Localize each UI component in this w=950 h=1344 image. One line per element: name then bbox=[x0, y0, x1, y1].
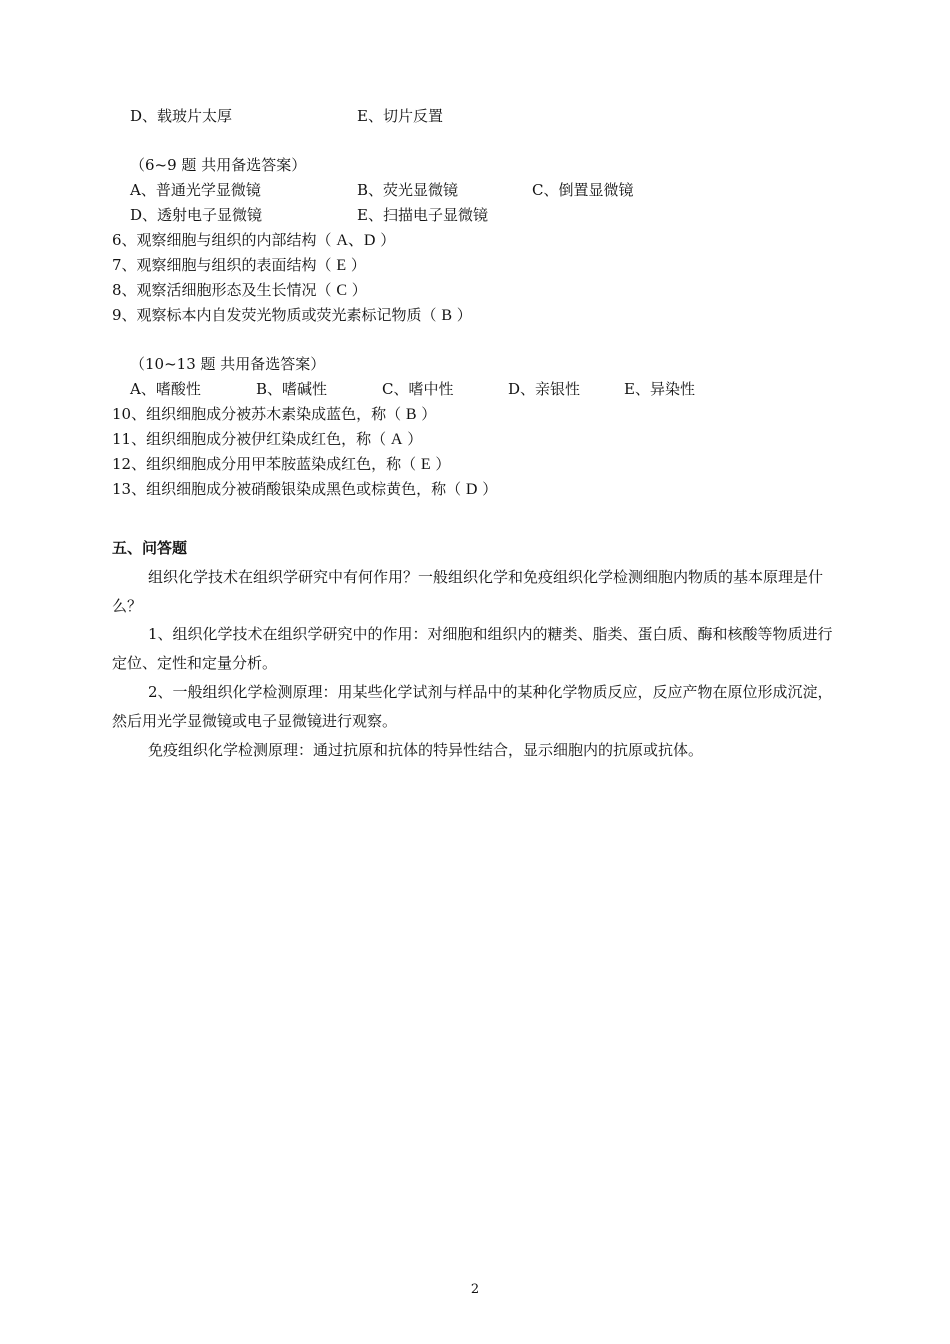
essay-question: 组织化学技术在组织学研究中有何作用？一般组织化学和免疫组织化学检测细胞内物质的基本原理是什么？ bbox=[112, 568, 824, 615]
question-7 bbox=[112, 255, 366, 276]
answer-paragraph-1: 1、组织化学技术在组织学研究中的作用：对细胞和组织内的糖类、脂类、蛋白质、酶和核酸等物质进行定位、定性和定量分析。 bbox=[112, 625, 833, 672]
group1-option-b: B、荧光显微镜 bbox=[357, 181, 459, 199]
group2-option-d: D、亲银性 bbox=[508, 380, 581, 398]
answer-paragraph-3: 免疫组织化学检测原理：通过抗原和抗体的特异性结合，显示细胞内的抗原或抗体。 bbox=[148, 741, 704, 759]
group1-header: （6~9 题 共用备选答案） bbox=[130, 156, 307, 174]
question-close: ） bbox=[347, 281, 367, 299]
question-stem: 6、观察细胞与组织的内部结构（ bbox=[112, 231, 337, 249]
question-answer: E bbox=[336, 257, 347, 274]
section-title: 五、问答题 bbox=[112, 539, 188, 557]
group1-option-e: E、扫描电子显微镜 bbox=[357, 206, 488, 224]
question-12 bbox=[112, 454, 450, 475]
question-stem: 12、组织细胞成分用甲苯胺蓝染成红色，称（ bbox=[112, 455, 421, 473]
option-e: E、切片反置 bbox=[357, 107, 443, 125]
question-close: ） bbox=[430, 455, 451, 473]
group2-option-c: C、嗜中性 bbox=[382, 380, 454, 398]
question-stem: 8、观察活细胞形态及生长情况（ bbox=[112, 281, 337, 299]
question-stem: 13、组织细胞成分被硝酸银染成黑色或棕黄色，称（ bbox=[112, 480, 466, 498]
question-stem: 7、观察细胞与组织的表面结构（ bbox=[112, 256, 337, 274]
question-close: ） bbox=[477, 480, 498, 498]
question-answer: B bbox=[405, 406, 417, 423]
question-stem: 9、观察标本内自发荧光物质或荧光素标记物质（ bbox=[112, 306, 442, 324]
question-9 bbox=[112, 305, 472, 326]
group2-option-b: B、嗜碱性 bbox=[256, 380, 328, 398]
question-answer: A bbox=[390, 431, 403, 448]
group1-option-d: D、透射电子显微镜 bbox=[130, 206, 263, 224]
group2-option-a: A、嗜酸性 bbox=[130, 380, 201, 398]
option-d: D、载玻片太厚 bbox=[130, 107, 233, 125]
question-11 bbox=[112, 429, 422, 450]
question-close: ） bbox=[416, 405, 437, 423]
question-8 bbox=[112, 280, 367, 301]
group2-option-e: E、异染性 bbox=[624, 380, 695, 398]
question-close: ） bbox=[375, 231, 396, 249]
question-answer: B bbox=[441, 307, 452, 324]
question-answer: E bbox=[420, 456, 431, 473]
answer-paragraph-2: 2、一般组织化学检测原理：用某些化学试剂与样品中的某种化学物质反应，反应产物在原位形成沉淀，然后用光学显微镜或电子显微镜进行观察。 bbox=[112, 683, 833, 730]
question-6 bbox=[112, 230, 395, 251]
page-number: 2 bbox=[470, 1282, 480, 1297]
question-close: ） bbox=[346, 256, 366, 274]
group1-option-a: A、普通光学显微镜 bbox=[130, 181, 261, 199]
group1-option-c: C、倒置显微镜 bbox=[532, 181, 634, 199]
question-answer: C bbox=[336, 282, 347, 299]
group2-header: （10~13 题 共用备选答案） bbox=[130, 355, 326, 373]
question-close: ） bbox=[402, 430, 423, 448]
question-stem: 11、组织细胞成分被伊红染成红色，称（ bbox=[112, 430, 391, 448]
question-answer: A、D bbox=[336, 232, 376, 249]
question-13 bbox=[112, 479, 497, 500]
question-close: ） bbox=[452, 306, 472, 324]
question-answer: D bbox=[465, 481, 478, 498]
question-stem: 10、组织细胞成分被苏木素染成蓝色，称（ bbox=[112, 405, 406, 423]
question-10 bbox=[112, 404, 436, 425]
